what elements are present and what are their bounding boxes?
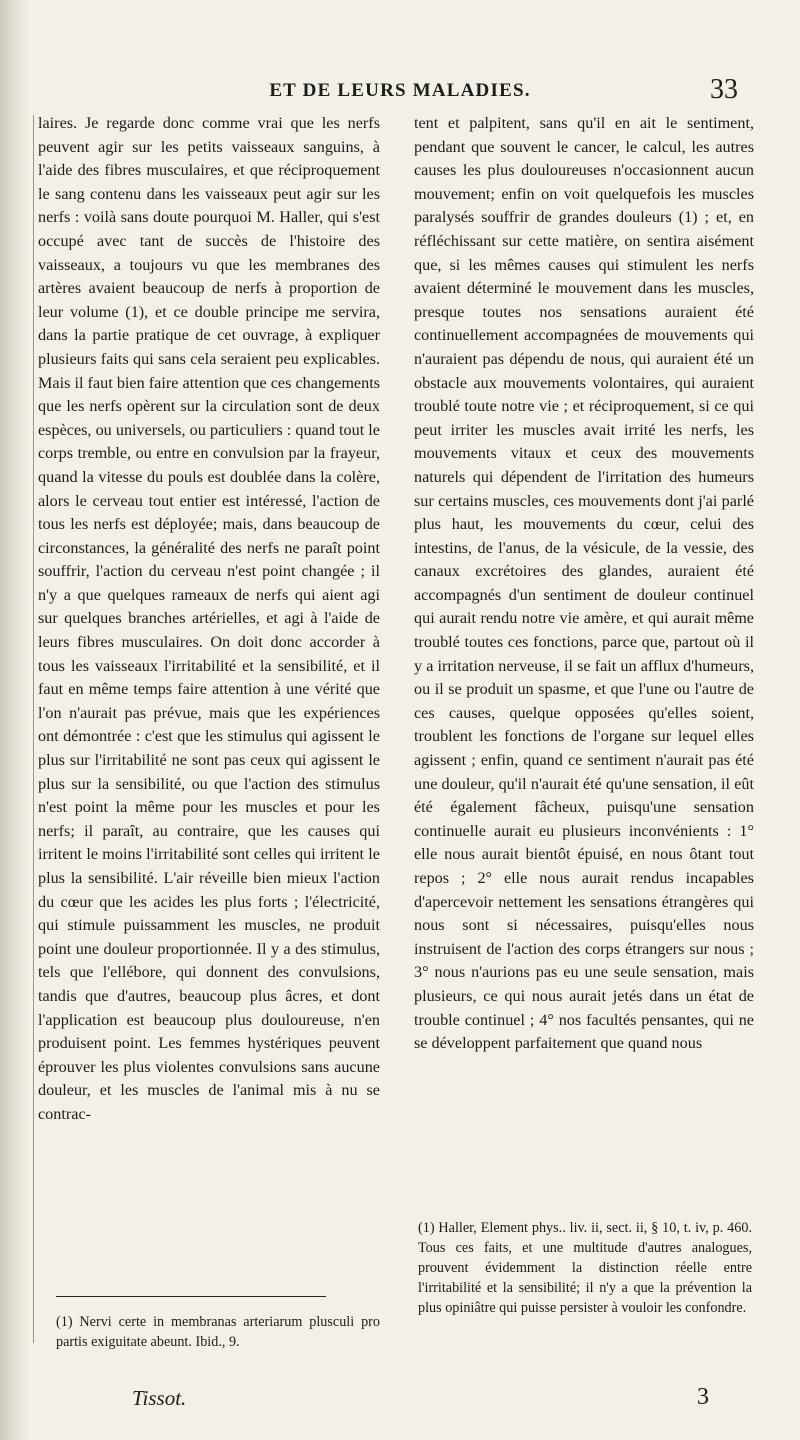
right-column xyxy=(414,112,754,1056)
page-gutter-shadow xyxy=(0,0,30,1440)
left-footnote: (1) Nervi certe in membranas arteriarum plusculi pro partis exiguitate abeunt. Ibid., 9. xyxy=(56,1314,380,1350)
left-margin-rule xyxy=(33,115,34,1343)
page-number: 33 xyxy=(710,74,738,105)
left-footnote-rule xyxy=(56,1296,326,1297)
left-column-text: laires. Je regarde donc comme vrai que les nerfs peuvent agir sur les petits vaisseaux sanguins, à l'aide des fibres musculaires, et que réciproquement le sang contenu dans les vaisseaux peut agir sur les nerfs : voilà sans doute pourquoi M. Haller, qui s'est occupé avec tant de succès de l'histoire des vaisseaux, a toujours vu que les membranes des artères avaient beaucoup de nerfs à proportion de leur volume (1), et ce double principe me servira, dans la partie pratique de cet ouvrage, à expliquer plusieurs faits qui sans cela seraient peu explicables. Mais il faut bien faire attention que ces changements que les nerfs opèrent sur la circulation sont de deux espèces, ou universels, ou particuliers : quand tout le corps tremble, ou entre en convulsion par la frayeur, quand la vitesse du pouls est doublée dans la colère, alors le cerveau tout entier est intéressé, l'action de tous les nerfs est déployée; mais, dans beaucoup de circonstances, la généralité des nerfs ne paraît point souffrir, l'action du cerveau n'est point changée ; il n'y a que quelques rameaux de nerfs qui aient agi sur quelques branches artérielles, et agi à l'aide de leurs fibres musculaires. On doit donc accorder à tous les vaisseaux l'irritabilité et la sensibilité, et il faut en même temps faire attention à une vérité que l'on n'aurait pas prévue, mais que les expériences ont démontrée : c'est que les stimulus qui agissent le plus sur l'irritabilité ne sont pas ceux qui agissent le plus sur la sensibilité, ou que l'action des stimulus n'est point la même pour les muscles et pour les nerfs; il paraît, au contraire, que les causes qui irritent le moins l'irritabilité sont celles qui irritent le plus la sensibilité. L'air réveille bien mieux l'action du cœur que les acides les plus forts ; l'électricité, qui stimule puissamment les muscles, ne produit point une douleur proportionnée. Il y a des stimulus, tels que l'ellébore, qui donnent des convulsions, tandis que d'autres, beaucoup plus âcres, et dont l'application est beaucoup plus douloureuse, n'en produisent point. Les femmes hystériques peuvent éprouver les plus violentes convulsions sans aucune douleur, et les muscles de l'animal mis à nu se contrac- xyxy=(38,114,380,1123)
right-footnote: (1) Haller, Element phys.. liv. ii, sect. ii, § 10, t. iv, p. 460. Tous ces faits, et une multitude d'autres analogues, prouvent évidemment la distinction réelle entre l'irritabilité et la sensibilité; il n'y a que la prévention la plus opiniâtre qui puisse persister à vouloir les confondre. xyxy=(418,1220,752,1316)
gathering-number: 3 xyxy=(697,1384,709,1410)
running-title: ET DE LEURS MALADIES. xyxy=(269,80,531,101)
signature-mark: Tissot. xyxy=(132,1386,187,1410)
left-column xyxy=(38,112,380,1127)
running-head xyxy=(0,74,800,108)
right-column-text: tent et palpitent, sans qu'il en ait le sentiment, pendant que souvent le cancer, le calcul, les autres causes les plus douloureuses n'occasionnent aucun mouvement; enfin on voit quelquefois les muscles paralysés souffrir de grandes douleurs (1) ; et, en réfléchissant sur cette matière, on sentira aisément que, si les mêmes causes qui stimulent les nerfs avaient déterminé le mouvement dans les muscles, presque toutes nos sensations auraient été continuellement accompagnées de mouvements qui n'auraient pas dépendu de nous, qui auraient été un obstacle aux mouvements volontaires, qui auraient troublé toute notre vie ; et réciproquement, si ce qui peut irriter les muscles avait irrité les nerfs, les mouvements vitaux et ceux des mouvements naturels qui dépendent de l'irritation des humeurs sur certains muscles, ces mouvements dont j'ai parlé plus haut, les mouvements du cœur, celui des intestins, de l'anus, de la vésicule, de la vessie, des canaux excrétoires des glandes, auraient été accompagnés d'un sentiment de douleur continuel qui aurait rendu notre vie amère, et qui aurait même troublé toutes ces fonctions, parce que, partout où il y a irritation nerveuse, il se fait un afflux d'humeurs, ou il se produit un spasme, et que l'une ou l'autre de ces causes, quelque opposées qu'elles soient, troublent les fonctions de l'organe sur lequel elles agissent ; enfin, quand ce sentiment n'aurait pas été une douleur, qu'il n'aurait été qu'une sensation, il eût été également fâcheux, puisqu'une sensation continuelle aurait eu plusieurs inconvénients : 1° elle nous aurait bientôt épuisé, en nous ôtant tout repos ; 2° elle nous aurait rendus incapables d'apercevoir nettement les sensations étrangères qui nous sont si nécessaires, puisqu'elles nous instruisent de l'action des corps étrangers sur nous ; 3° nous n'aurions pas eu une seule sensation, mais plusieurs, ce qui nous aurait jetés dans un état de trouble continuel ; 4° nos facultés pensantes, qui ne se développent parfaitement que quand nous xyxy=(414,114,754,1053)
